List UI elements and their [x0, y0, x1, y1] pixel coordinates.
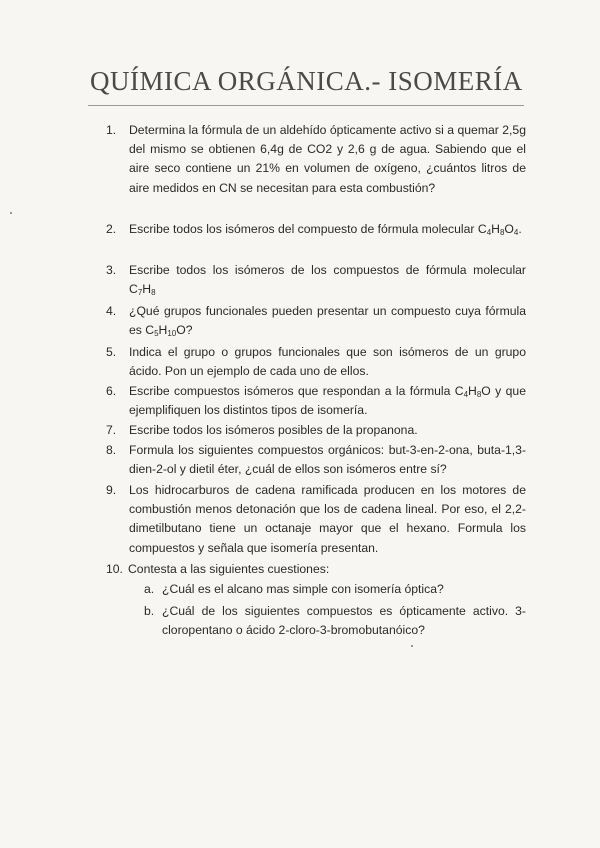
question-8	[106, 441, 526, 479]
question-number: 1.	[106, 123, 117, 137]
question-number: 5.	[106, 345, 117, 359]
question-number: 10.	[106, 562, 123, 576]
question-7	[106, 421, 526, 440]
question-1	[106, 121, 526, 198]
question-number: 9.	[106, 483, 117, 497]
question-number: 6.	[106, 384, 117, 398]
question-text: Escribe todos los isómeros del compuesto de fórmula molecular $C_4H_8O_4$.	[129, 222, 522, 237]
question-5	[106, 343, 526, 381]
molecular-formula: $C_4H_8O_4$.	[477, 222, 522, 237]
question-number: 2.	[106, 222, 117, 236]
molecular-formula: $C_7H_8$	[129, 282, 156, 298]
subquestion-b	[144, 602, 526, 640]
question-2	[106, 220, 526, 239]
subquestion-text: ¿Cuál es el alcano mas simple con isomería óptica?	[162, 582, 444, 596]
scan-speck	[411, 645, 413, 647]
question-6	[106, 382, 526, 420]
question-number: 7.	[106, 423, 117, 437]
question-text: Escribe compuestos isómeros que respondan a la fórmula $C_4H_8O$ y que ejemplifiquen los distintos tipos de isomería.	[129, 384, 526, 418]
question-text: Escribe todos los isómeros de los compuestos de fórmula molecular $C_7H_8$	[129, 263, 526, 298]
question-9	[106, 481, 526, 558]
page-title: QUÍMICA ORGÁNICA.- ISOMERÍA	[90, 66, 523, 96]
question-text: Los hidrocarburos de cadena ramificada producen en los motores de combustión menos detonación que los de cadena lineal. Por eso, el 2,2-dimetilbutano tiene un octanaje mayor que el hexano. Formula los compuestos y señala que isomería presentan.	[129, 483, 526, 555]
question-text: Indica el grupo o grupos funcionales que son isómeros de un grupo ácido. Pon un ejemplo de cada uno de ellos.	[129, 345, 526, 379]
question-number: 3.	[106, 263, 117, 277]
subquestion-a	[144, 580, 526, 599]
question-text: Contesta a las siguientes cuestiones:	[128, 562, 330, 576]
question-3	[106, 261, 526, 299]
question-number: 8.	[106, 443, 117, 457]
subquestion-text: ¿Cuál de los siguientes compuestos es ópticamente activo. 3-cloropentano o ácido 2-cloro-3-bromobutanóico?	[162, 604, 526, 638]
question-text: Formula los siguientes compuestos orgánicos: but-3-en-2-ona, buta-1,3-dien-2-ol y dietil éter, ¿cuál de ellos son isómeros entre sí?	[129, 443, 526, 477]
question-text: Determina la fórmula de un aldehído ópticamente activo si a quemar 2,5g del mismo se obtienen 6,4g de CO2 y 2,6 g de agua. Sabiendo que el aire seco contiene un 21% en volumen de oxígeno, ¿cuántos litros de aire medidos en CN se necesitan para esta combustión?	[129, 123, 526, 195]
question-number: 4.	[106, 304, 117, 318]
question-4	[106, 302, 526, 340]
question-text: Escribe todos los isómeros posibles de la propanona.	[129, 423, 418, 437]
subquestion-letter: b.	[144, 604, 155, 618]
title-underline	[88, 105, 524, 106]
question-10	[106, 560, 526, 579]
scan-speck	[10, 212, 12, 214]
subquestion-letter: a.	[144, 582, 155, 596]
question-text: ¿Qué grupos funcionales pueden presentar un compuesto cuya fórmula es $C_5H_{10}O$?	[129, 304, 526, 339]
